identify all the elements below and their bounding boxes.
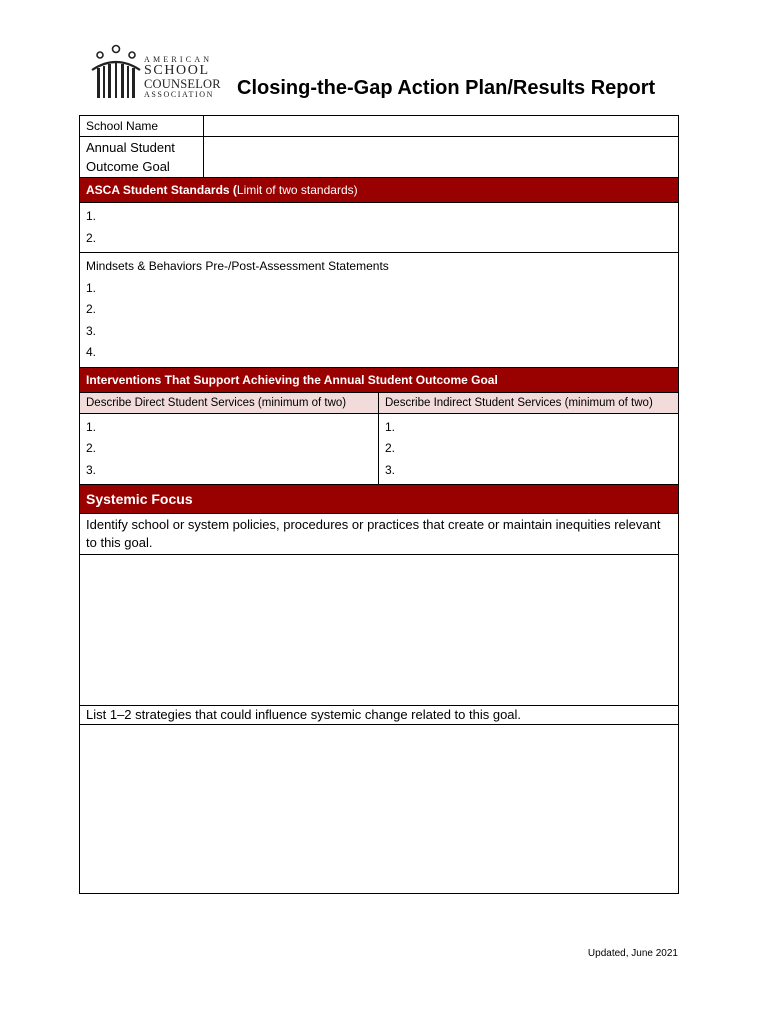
indirect-item: 3. bbox=[385, 462, 396, 477]
asca-logo-text bbox=[144, 56, 221, 99]
updated-footer: Updated, June 2021 bbox=[587, 948, 678, 959]
systemic-answer2-row bbox=[80, 725, 679, 894]
indirect-services-label: Describe Indirect Student Services (minimum of two) bbox=[379, 392, 679, 413]
services-subheader-row bbox=[80, 392, 679, 413]
systemic-answer1-field[interactable] bbox=[80, 555, 679, 706]
outcome-goal-field[interactable] bbox=[204, 137, 679, 178]
indirect-item: 2. bbox=[385, 441, 396, 455]
logo-line-counselor: COUNSELOR bbox=[144, 77, 221, 91]
systemic-prompt2-row bbox=[80, 706, 679, 725]
systemic-prompt1: Identify school or system policies, procedures or practices that create or maintain inequities relevant to this goal. bbox=[80, 514, 679, 555]
systemic-prompt2: List 1–2 strategies that could influence systemic change related to this goal. bbox=[80, 706, 679, 725]
direct-services-label: Describe Direct Student Services (minimum of two) bbox=[80, 392, 379, 413]
outcome-goal-label-line1: Annual Student bbox=[86, 140, 175, 155]
services-items-row bbox=[80, 413, 679, 485]
systemic-answer2-field[interactable] bbox=[80, 725, 679, 894]
direct-item: 3. bbox=[86, 462, 97, 477]
mindsets-item: 3. bbox=[86, 323, 97, 338]
asca-figures-icon bbox=[90, 44, 142, 102]
mindsets-row bbox=[80, 253, 679, 368]
logo-line-association: ASSOCIATION bbox=[144, 89, 215, 99]
direct-item: 1. bbox=[86, 419, 97, 434]
mindsets-item: 4. bbox=[86, 345, 97, 359]
standards-header bbox=[80, 178, 679, 203]
mindsets-cell[interactable] bbox=[80, 253, 679, 368]
action-plan-table bbox=[79, 115, 679, 894]
direct-item: 2. bbox=[86, 441, 97, 455]
standards-items-row bbox=[80, 203, 679, 253]
systemic-header-row bbox=[80, 485, 679, 514]
standards-item: 2. bbox=[86, 230, 97, 245]
outcome-goal-label-line2: Outcome Goal bbox=[86, 159, 170, 174]
indirect-services-cell[interactable] bbox=[379, 413, 679, 485]
logo-line-school: SCHOOL bbox=[144, 63, 210, 78]
mindsets-item: 1. bbox=[86, 280, 97, 295]
systemic-header: Systemic Focus bbox=[80, 485, 679, 514]
asca-logo bbox=[90, 44, 230, 102]
outcome-goal-label bbox=[80, 137, 204, 178]
mindsets-label: Mindsets & Behaviors Pre-/Post-Assessment Statements bbox=[86, 259, 389, 273]
school-name-field[interactable] bbox=[204, 116, 679, 137]
standards-items-cell[interactable] bbox=[80, 203, 679, 253]
direct-services-cell[interactable] bbox=[80, 413, 379, 485]
page-title: Closing-the-Gap Action Plan/Results Report bbox=[237, 77, 656, 99]
standards-header-limit: Limit of two standards) bbox=[236, 183, 358, 197]
systemic-prompt1-row bbox=[80, 514, 679, 555]
systemic-answer1-row bbox=[80, 555, 679, 706]
standards-header-row bbox=[80, 178, 679, 203]
outcome-goal-row bbox=[80, 137, 679, 178]
logo-line-american: AMERICAN bbox=[144, 55, 213, 64]
indirect-item: 1. bbox=[385, 419, 396, 434]
interventions-header-row bbox=[80, 367, 679, 392]
standards-header-title: ASCA Student Standards ( bbox=[86, 183, 237, 197]
standards-item: 1. bbox=[86, 209, 97, 223]
mindsets-item: 2. bbox=[86, 302, 97, 316]
school-name-row bbox=[80, 116, 679, 137]
school-name-label: School Name bbox=[80, 116, 204, 137]
interventions-header: Interventions That Support Achieving the Annual Student Outcome Goal bbox=[80, 367, 679, 392]
action-plan-form bbox=[79, 115, 678, 894]
